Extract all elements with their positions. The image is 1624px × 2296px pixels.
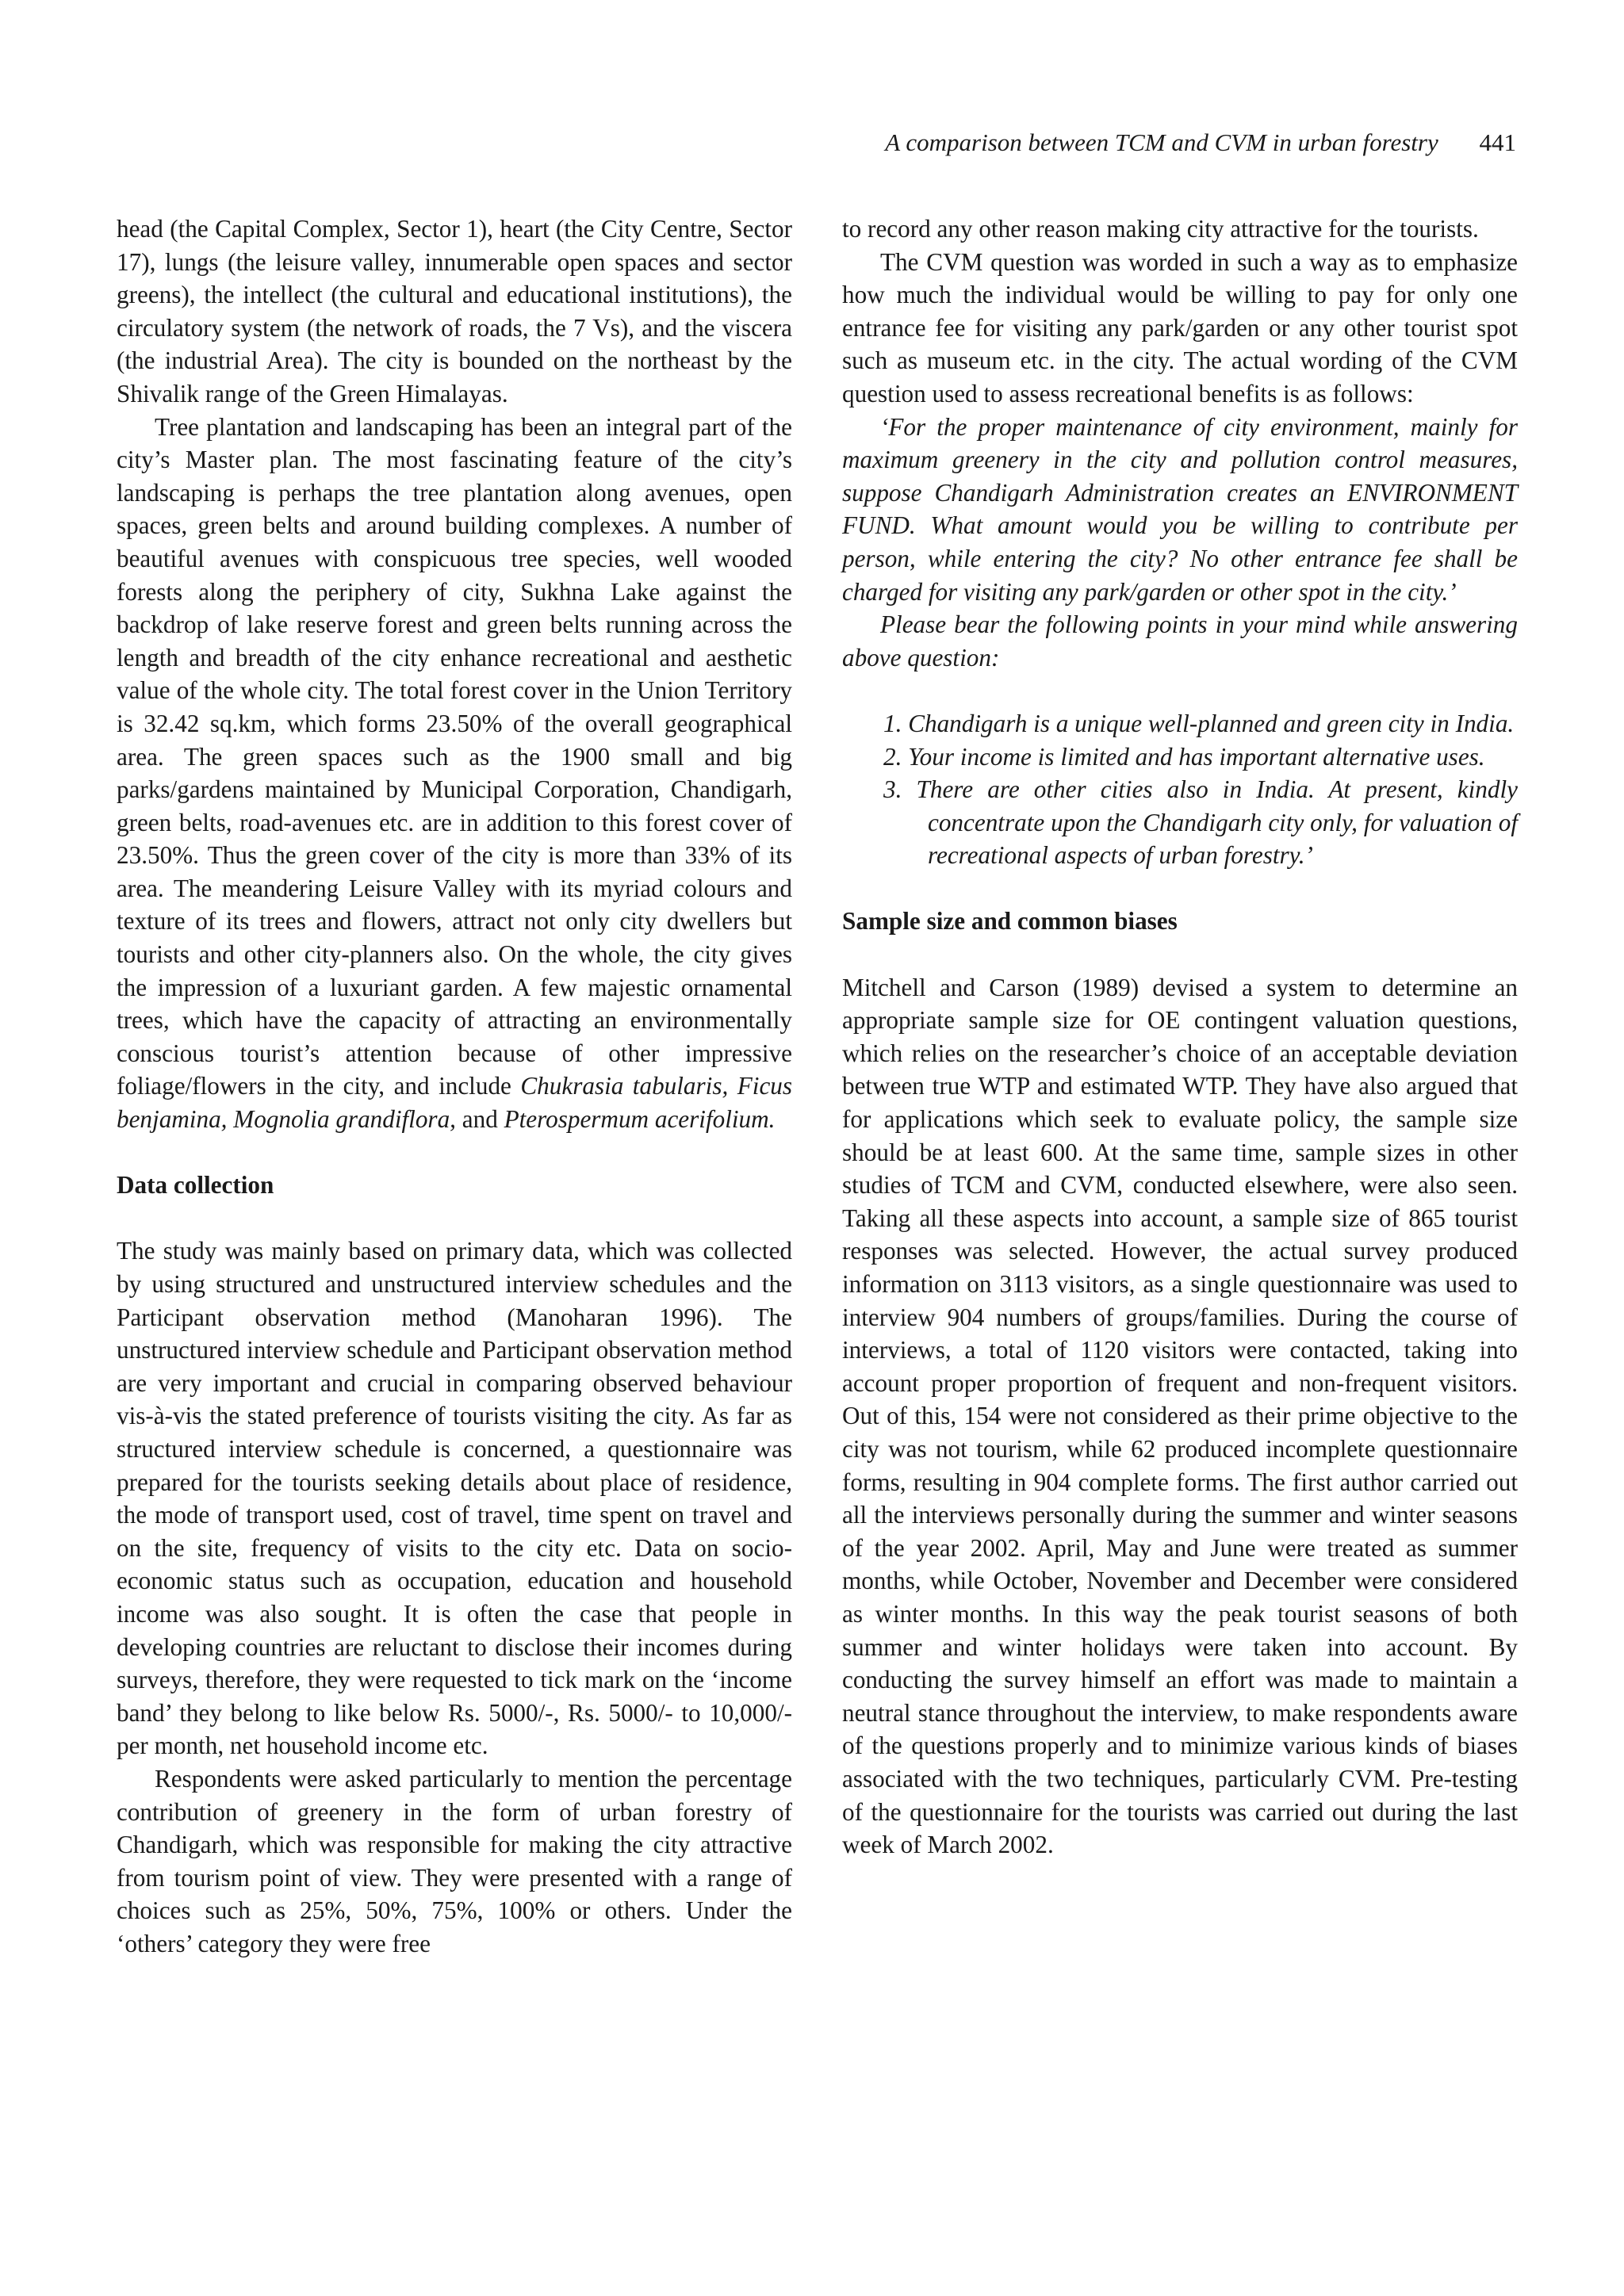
spacer — [842, 872, 1518, 905]
cvm-question-quote: ‘For the proper maintenance of city environment, mainly for maximum greenery in the city and pollution control measures, suppose Chandigarh Administration creates an ENVIRONMENT FUND. What amount would you be willing to contribute per person, while entering the city? No other entrance fee shall be charged for visiting any park/garden or other spot in the city.’ — [842, 412, 1518, 606]
heading-sample-size: Sample size and common biases — [842, 907, 1178, 936]
points-list — [842, 707, 1518, 872]
paragraph-record-reason: to record any other reason making city attractive for the tourists. — [842, 215, 1479, 243]
list-item: 3. There are other cities also in India. At present, kindly concentrate upon the Chandigarh city only, for valuation of recreational aspects of urban forestry.’ — [883, 775, 1518, 870]
paragraph-city-anatomy: head (the Capital Complex, Sector 1), heart (the City Centre, Sector 17), lungs (the leisure valley, innumerable open spaces and sector greens), the intellect (the cultural and educational institutions), the circulatory system (the network of roads, the 7 Vs), and the viscera (the industrial Area). The city is bounded on the northeast by the Shivalik range of the Green Himalayas. — [117, 215, 792, 408]
species-list-1: Chukrasia tabularis, Ficus benjamina, Mognolia grandiflora, — [117, 1072, 793, 1134]
species-and: and — [462, 1105, 498, 1134]
spacer — [842, 938, 1518, 971]
running-title: A comparison between TCM and CVM in urban forestry — [885, 128, 1438, 156]
paragraph-tree-plantation — [117, 411, 792, 1136]
right-column — [842, 212, 1518, 1862]
species-list-2: Pterospermum acerifolium. — [504, 1105, 776, 1134]
list-item: 1. Chandigarh is a unique well-planned and green city in India. — [883, 709, 1515, 737]
page-number: 441 — [1479, 128, 1516, 156]
list-item: 2. Your income is limited and has important alternative uses. — [883, 742, 1485, 771]
paragraph-cvm-question: The CVM question was worded in such a way as to emphasize how much the individual would be willing to pay for only one entrance fee for visiting any park/garden or any other tourist spot such as museum etc. in the city. The actual wording of the CVM question used to assess recreational benefits is as follows: — [842, 247, 1518, 408]
spacer — [117, 1202, 792, 1235]
paragraph-data-collection: The study was mainly based on primary data, which was collected by using structured and unstructured interview schedules and the Participant observation method (Manoharan 1996). The unstructured interview schedule and Participant observation method are very important and crucial in comparing observed behaviour vis-à-vis the stated preference of tourists visiting the city. As far as structured interview schedule is concerned, a questionnaire was prepared for the tourists seeking details about place of residence, the mode of transport used, cost of travel, time spent on travel and on the site, frequency of visits to the city etc. Data on socio-economic status such as occupation, education and household income was also sought. It is often the case that people in developing countries are reluctant to disclose their incomes during surveys, therefore, they were requested to tick mark on the ‘income band’ they belong to like below Rs. 5000/-, Rs. 5000/- to 10,000/- per month, net household income etc. — [117, 1237, 792, 1760]
spacer — [842, 674, 1518, 707]
points-intro: Please bear the following points in your mind while answering above question: — [842, 610, 1518, 672]
heading-data-collection: Data collection — [117, 1171, 274, 1200]
paragraph-sample-size: Mitchell and Carson (1989) devised a system to determine an appropriate sample size for OE contingent valuation questions, which relies on the researcher’s choice of an acceptable deviation between true WTP and estimated WTP. They have also argued that for applications which seek to evaluate policy, the sample size should be at least 600. At the same time, sample sizes in other studies of TCM and CVM, conducted elsewhere, were also seen. Taking all these aspects into account, a sample size of 865 tourist responses was selected. However, the actual survey produced information on 3113 visitors, as a single questionnaire was used to interview 904 numbers of groups/families. During the course of interviews, a total of 1120 visitors were contacted, taking into account proper proportion of frequent and non-frequent visitors. Out of this, 154 were not considered as their prime objective to the city was not tourism, while 62 produced incomplete questionnaire forms, resulting in 904 complete forms. The first author carried out all the interviews personally during the summer and winter seasons of the year 2002. April, May and June were treated as summer months, while October, November and December were considered as winter months. In this way the peak tourist seasons of both summer and winter holidays were taken into account. By conducting the survey himself an effort was made to maintain a neutral stance throughout the interview, to make respondents aware of the questions properly and to minimize various kinds of biases associated with the two techniques, particularly CVM. Pre-testing of the questionnaire for the tourists was carried out during the last week of March 2002. — [842, 973, 1518, 1859]
left-column — [117, 212, 792, 1960]
paragraph-tree-plantation-text: Tree plantation and landscaping has been an integral part of the city’s Master plan. The most fascinating feature of the city’s landscaping is perhaps the tree plantation along avenues, open spaces, green belts and around building complexes. A number of beautiful avenues with conspicuous tree species, well wooded forests along the periphery of city, Sukhna Lake against the backdrop of lake reserve forest and green belts running across the length and breadth of the city enhance recreational and aesthetic value of the whole city. The total forest cover in the Union Territory is 32.42 sq.km, which forms 23.50% of the overall geographical area. The green spaces such as the 1900 small and big parks/gardens maintained by Municipal Corporation, Chandigarh, green belts, road-avenues etc. are in addition to this forest cover of 23.50%. Thus the green cover of the city is more than 33% of its area. The meandering Leisure Valley with its myriad colours and texture of its trees and flowers, attract not only city dwellers but tourists and other city-planners also. On the whole, the city gives the impression of a luxuriant garden. A few majestic ornamental trees, which have the capacity of attracting an environmentally conscious tourist’s attention because of other impressive foliage/flowers in the city, and include — [117, 412, 792, 1100]
spacer — [117, 1136, 792, 1169]
running-head — [841, 127, 1516, 159]
paragraph-respondents: Respondents were asked particularly to mention the percentage contribution of greenery in the form of urban forestry of Chandigarh, which was responsible for making the city attractive from tourism point of view. They were presented with a range of choices such as 25%, 50%, 75%, 100% or others. Under the ‘others’ category they were free — [117, 1764, 792, 1957]
